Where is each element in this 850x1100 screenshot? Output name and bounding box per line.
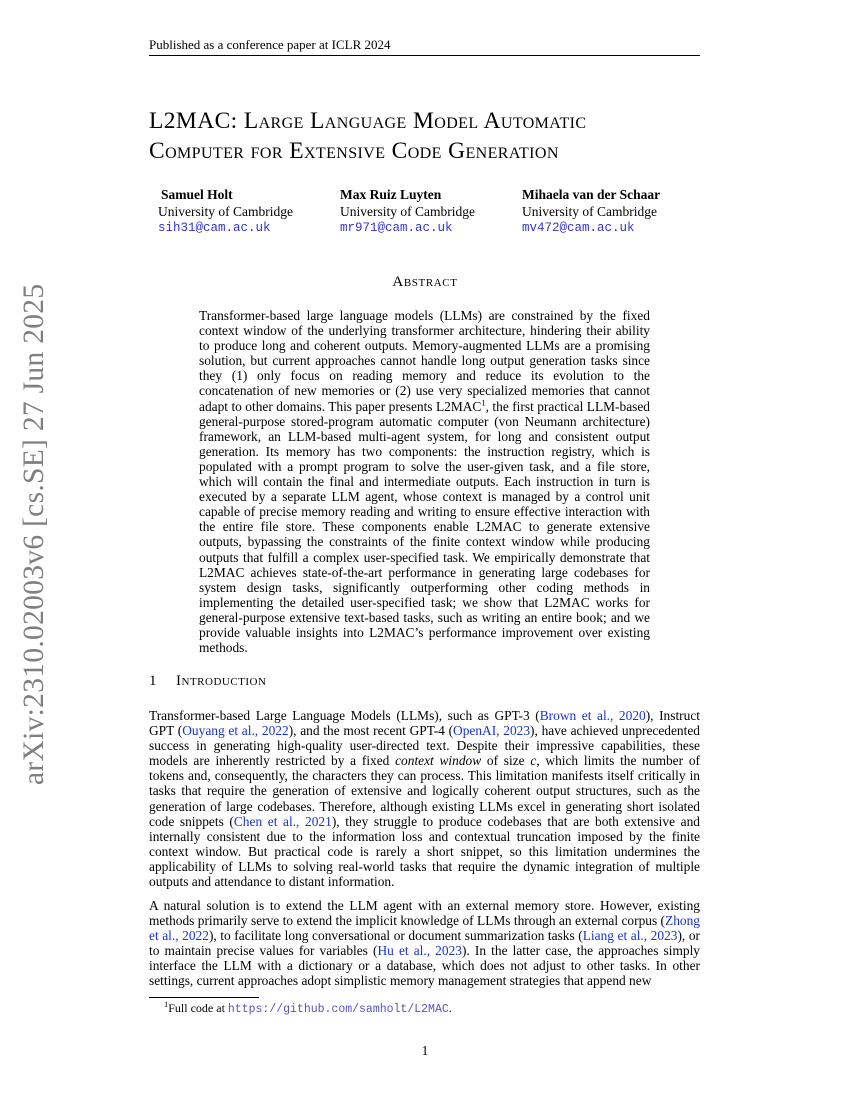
text: Transformer-based Large Language Models (LLMs), such as GPT-3 ( <box>149 708 540 723</box>
author-3 <box>522 187 660 237</box>
author-affiliation: University of Cambridge <box>158 203 293 219</box>
citation-link[interactable]: OpenAI, 2023 <box>453 723 531 739</box>
author-2 <box>340 187 475 237</box>
author-email[interactable]: mv472@cam.ac.uk <box>522 221 635 235</box>
footnote-number: 1 <box>164 999 169 1009</box>
footnote-divider <box>149 997 259 998</box>
emphasis: context window <box>395 753 482 769</box>
author-name: Mihaela van der Schaar <box>522 187 661 202</box>
text: ), to facilitate long conversational or document summarization tasks ( <box>208 928 583 944</box>
running-header: Published as a conference paper at ICLR 2024 <box>149 37 700 56</box>
footnote-marker[interactable]: 1 <box>481 397 486 408</box>
section-title: Introduction <box>176 673 267 689</box>
citation-link[interactable]: Hu et al., 2023 <box>377 943 462 959</box>
text: ), Instruct GPT ( <box>149 708 700 739</box>
text: , which limits the number of tokens and, consequently, the characters they can process. This limitation manifests itself critically in tasks that require the generation of extensive and logically coherent output structures, such as the generation of large codebases. Therefore, although existing LLMs excel in generating short isolated code snippets ( <box>149 753 700 829</box>
citation-link[interactable]: Zhong et al., 2022 <box>149 913 700 944</box>
abstract-body <box>199 308 650 655</box>
footnote-text: Full code at <box>168 1001 228 1015</box>
text: ). In the latter case, the approaches simply interface the LLM with a dictionary or a database, which does not adjust to other tasks. In other settings, current approaches adopt simplistic memory management strategies that append new <box>149 943 700 989</box>
author-1 <box>158 187 293 237</box>
title-line-2: Computer for Extensive Code Generation <box>149 138 559 164</box>
citation-link[interactable]: Ouyang et al., 2022 <box>182 723 289 739</box>
text: A natural solution is to extend the LLM agent with an external memory store. However, existing methods primarily serve to extend the implicit knowledge of LLMs through an external corpus ( <box>149 898 700 929</box>
text: ), or to maintain precise values for variables ( <box>149 928 700 959</box>
page-number: 1 <box>421 1043 429 1058</box>
author-affiliation: University of Cambridge <box>340 203 475 219</box>
citation-link[interactable]: Brown et al., 2020 <box>539 708 646 723</box>
author-email[interactable]: sih31@cam.ac.uk <box>158 221 271 235</box>
footnote-end: . <box>448 1001 452 1015</box>
author-email[interactable]: mr971@cam.ac.uk <box>340 221 453 235</box>
abstract-text-part-1: Transformer-based large language models (LLMs) are constrained by the fixed context window of the underlying transformer architecture, hindering their ability to produce long and coherent outputs. Memory-augmented LLMs are a promising solution, but current approaches cannot handle long output generation tasks since they (1) only focus on reading memory and reduce its evolution to the concatenation of new memories or (2) use very specialized memories that cannot adapt to other domains. This paper presents L2MAC <box>199 308 650 414</box>
paper-title <box>149 106 709 166</box>
intro-paragraph-1 <box>149 708 700 889</box>
text: ), they struggle to produce codebases that are both extensive and internally consistent due to the information loss and contextual truncation imposed by the finite context window. But practical code is rarely a short snippet, so this limitation undermines the applicability of LLMs to solving real-world tasks that require the dynamic integration of multiple outputs and attendance to distant information. <box>149 813 700 890</box>
emphasis: c <box>530 753 537 769</box>
section-number: 1 <box>149 673 157 689</box>
section-heading <box>149 673 266 690</box>
footnote <box>164 1001 452 1017</box>
text: of size <box>481 753 531 769</box>
author-name: Max Ruiz Luyten <box>340 187 442 202</box>
author-affiliation: University of Cambridge <box>522 203 657 219</box>
citation-link[interactable]: Liang et al., 2023 <box>582 928 678 944</box>
text: ), and the most recent GPT-4 ( <box>288 723 454 739</box>
abstract-heading: Abstract <box>392 274 458 290</box>
title-line-1: L2MAC: Large Language Model Automatic <box>149 108 587 134</box>
citation-link[interactable]: Chen et al., 2021 <box>233 813 332 829</box>
text: ), have achieved unprecedented success in generating high-quality user-directed text. Despite their impressive capabilities, these models are inherently restricted by a fixed <box>149 723 700 769</box>
code-url-link[interactable]: https://github.com/samholt/L2MAC <box>227 1003 449 1016</box>
abstract-text-part-2: , the first practical LLM-based general-purpose stored-program automatic computer (von Neumann architecture) framework, an LLM-based multi-agent system, for long and consistent output generation. Its memory has two components: the instruction registry, which is populated with a prompt program to solve the user-given task, and a file store, which will contain the final and intermediate outputs. Each instruction in turn is executed by a separate LLM agent, whose context is managed by a control unit capable of precise memory reading and writing to ensure effective interaction with the entire file store. These components enable L2MAC to generate extensive outputs, bypassing the constraints of the finite context window while producing outputs that fulfill a complex user-specified task. We empirically demonstrate that L2MAC achieves state-of-the-art performance in generating large codebases for system design tasks, significantly outperforming other coding methods in implementing the detailed user-specified task; we show that L2MAC works for general-purpose extensive text-based tasks, such as writing an entire book; and we provide valuable insights into L2MAC’s performance improvement over existing methods. <box>199 398 650 656</box>
intro-paragraph-2 <box>149 898 700 989</box>
arxiv-stamp[interactable]: arXiv:2310.02003v6 [cs.SE] 27 Jun 2025 <box>18 283 50 785</box>
author-name: Samuel Holt <box>161 187 233 202</box>
